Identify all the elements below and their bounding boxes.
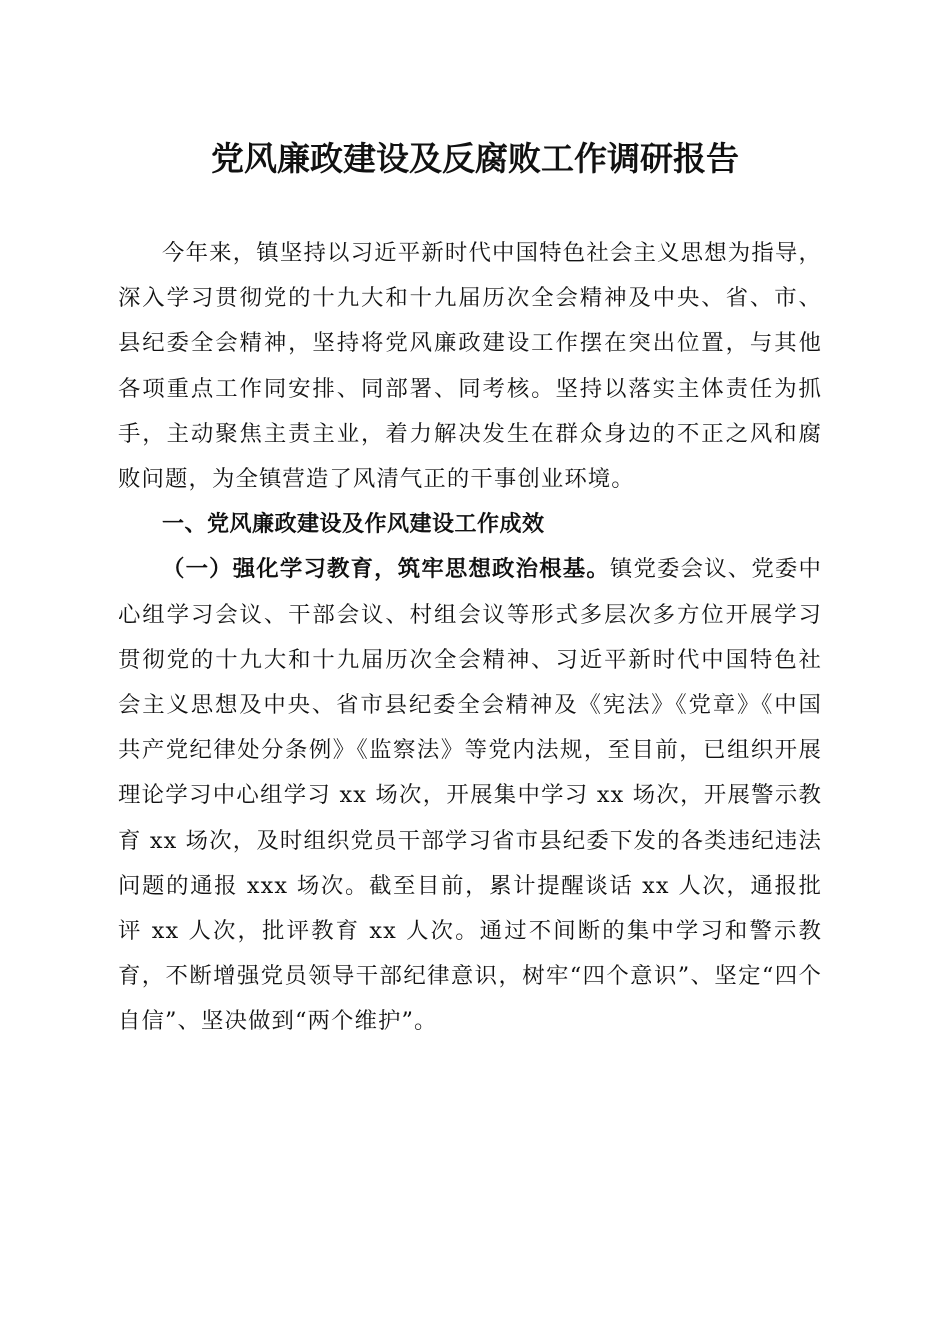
item-lead-text: （一）强化学习教育，筑牢思想政治根基。	[162, 556, 610, 583]
document-title: 党风廉政建设及反腐败工作调研报告	[211, 139, 739, 178]
intro-paragraph: 今年来，镇坚持以习近平新时代中国特色社会主义思想为指导，深入学习贯彻党的十九大和十九届历次全会精神及中央、省、市、县纪委全会精神，坚持将党风廉政建设工作摆在突出位置，与其他各项重点工作同安排、同部署、同考核。坚持以落实主体责任为抓手，主动聚焦主责主业，着力解决发生在群众身边的不正之风和腐败问题，为全镇营造了风清气正的干事创业环境。	[118, 240, 822, 493]
section-item-paragraph	[118, 547, 822, 1044]
section-heading: 一、党风廉政建设及作风建设工作成效	[162, 512, 545, 538]
item-body-text: 镇党委会议、党委中心组学习会议、干部会议、村组会议等形式多层次多方位开展学习贯彻党的十九大和十九届历次全会精神、习近平新时代中国特色社会主义思想及中央、省市县纪委全会精神及《宪法》《党章》《中国共产党纪律处分条例》《监察法》等党内法规，至目前，已组织开展理论学习中心组学习 xx 场次，开展集中学习 xx 场次，开展警示教育 xx 场次，及时组织党员干部学习省市县纪委下发的各类违纪违法问题的通报 xxx 场次。截至目前，累计提醒谈话 xx 人次，通报批评 xx 人次，批评教育 xx 人次。通过不间断的集中学习和警示教育，不断增强党员领导干部纪律意识，树牢“四个意识”、坚定“四个自信”、坚决做到“两个维护”。	[118, 556, 822, 1035]
document-body	[118, 231, 822, 1045]
